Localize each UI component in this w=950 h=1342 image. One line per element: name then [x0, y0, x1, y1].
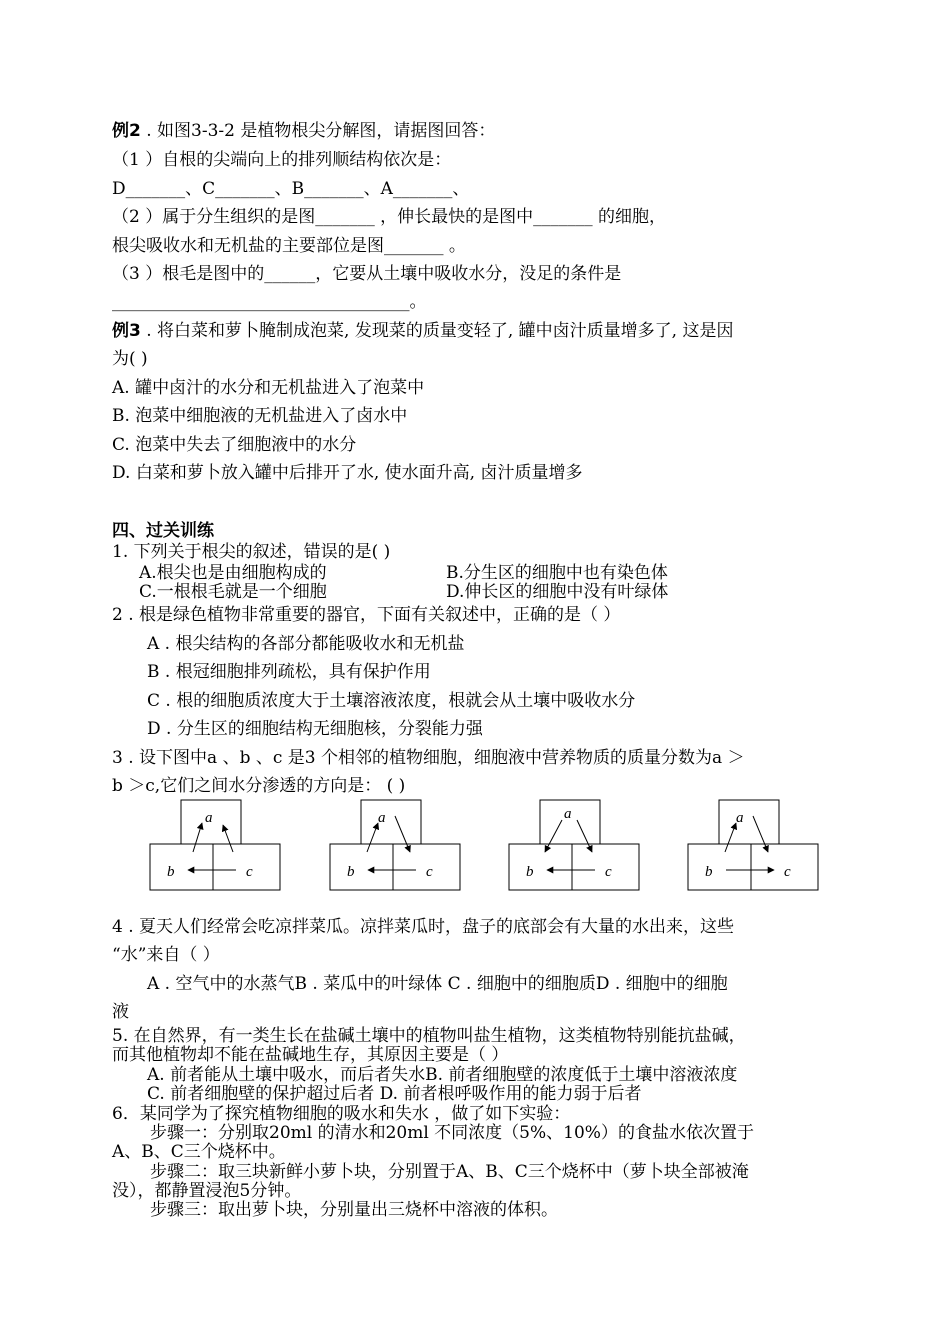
- cell-label-b: b: [526, 864, 534, 880]
- ex3-option-c: C. 泡菜中失去了细胞液中的水分: [112, 435, 357, 455]
- q6-step-3: 步骤三：取出萝卜块，分别量出三烧杯中溶液的体积。: [150, 1200, 558, 1220]
- ex3-option-a: A. 罐中卤汁的水分和无机盐进入了泡菜中: [112, 378, 425, 398]
- ex3-option-b: B. 泡菜中细胞液的无机盐进入了卤水中: [112, 406, 408, 426]
- q2-option-c: C . 根的细胞质浓度大于土壤溶液浓度，根就会从土壤中吸收水分: [147, 691, 636, 711]
- ex2-q1: （1 ）自根的尖端向上的排列顺结构依次是：: [112, 150, 452, 170]
- cell-label-a: a: [564, 806, 572, 822]
- q1-stem: 1. 下列关于根尖的叙述，错误的是( ): [112, 542, 391, 562]
- cell-label-c: c: [784, 864, 791, 880]
- example-3-title: 例3: [112, 321, 141, 341]
- q5-options-ab: A. 前者能从土壤中吸水，而后者失水B. 前者细胞壁的浓度低于土壤中溶液浓度: [147, 1065, 738, 1085]
- section-4-title: 四、过关训练: [112, 521, 214, 541]
- q6-step-2: 步骤二：取三块新鲜小萝卜块，分别置于A、B、C三个烧杯中（萝卜块全部被淹: [150, 1162, 749, 1182]
- q2-stem: 2 . 根是绿色植物非常重要的器官，下面有关叙述中，正确的是（ ）: [112, 605, 621, 625]
- cell-label-a: a: [378, 810, 386, 826]
- q5-options-cd: C. 前者细胞壁的保护超过后者 D. 前者根呼吸作用的能力弱于后者: [147, 1084, 642, 1104]
- cell-diagram-2: [330, 800, 460, 892]
- q6-step-1: 步骤一：分别取20ml 的清水和20ml 不同浓度（5%、10%）的食盐水依次置于: [150, 1123, 754, 1143]
- cell-label-c: c: [426, 864, 433, 880]
- q1-option-d: D.伸长区的细胞中没有叶绿体: [446, 582, 669, 602]
- example-2-title: 例2: [112, 121, 141, 141]
- ex2-q2-line1: （2 ）属于分生组织的是图_______ ，伸长最快的是图中_______ 的细胞，: [112, 207, 667, 227]
- q6-step-1-cont: A、B、C三个烧杯中。: [112, 1142, 286, 1162]
- q1-option-c: C.一根根毛就是一个细胞: [139, 582, 327, 602]
- cell-label-b: b: [347, 864, 355, 880]
- q3-stem-cont: b ＞c,它们之间水分渗透的方向是： ( ): [112, 776, 406, 796]
- q2-option-a: A . 根尖结构的各部分都能吸收水和无机盐: [147, 634, 465, 654]
- ex3-option-d: D. 白菜和萝卜放入罐中后排开了水, 使水面升高, 卤汁质量增多: [112, 463, 583, 483]
- example-3-stem-cont: 为( ): [112, 349, 148, 369]
- q2-option-d: D . 分生区的细胞结构无细胞核，分裂能力强: [147, 719, 483, 739]
- q5-stem-cont: 而其他植物却不能在盐碱地生存，其原因主要是（ ）: [112, 1045, 509, 1065]
- cell-label-b: b: [167, 864, 175, 880]
- q1-option-a: A.根尖也是由细胞构成的: [139, 563, 327, 583]
- q4-options: A . 空气中的水蒸气B . 菜瓜中的叶绿体 C . 细胞中的细胞质D . 细胞中的细胞: [147, 974, 728, 994]
- example-3-stem: . 将白菜和萝卜腌制成泡菜, 发现菜的质量变轻了, 罐中卤汁质量增多了, 这是因: [140, 321, 734, 341]
- q6-step-2-cont: 没），都静置浸泡5分钟。: [112, 1181, 302, 1201]
- cell-diagram-3: [509, 800, 639, 892]
- cell-label-a: a: [205, 810, 213, 826]
- q5-stem: 5. 在自然界，有一类生长在盐碱土壤中的植物叫盐生植物，这类植物特别能抗盐碱，: [112, 1026, 746, 1046]
- q3-stem: 3 . 设下图中a 、b 、c 是3 个相邻的植物细胞，细胞液中营养物质的质量分数为a ＞: [112, 748, 745, 768]
- cell-label-c: c: [246, 864, 253, 880]
- q4-stem: 4 . 夏天人们经常会吃凉拌菜瓜。凉拌菜瓜时，盘子的底部会有大量的水出来，这些: [112, 917, 735, 937]
- q6-stem: 6．某同学为了探究植物细胞的吸水和失水 ，做了如下实验：: [112, 1104, 571, 1124]
- example-3-heading: [112, 320, 733, 342]
- example-2-heading: [112, 120, 495, 142]
- q4-options-cont: 液: [112, 1002, 129, 1022]
- ex2-q1-blanks: D_______、C_______、B_______、A_______、: [112, 179, 470, 199]
- cell-diagram-1: [150, 800, 280, 892]
- q4-stem-cont: “水”来自（ ）: [112, 945, 220, 965]
- ex2-q3-line1: （3 ）根毛是图中的______，它要从土壤中吸收水分，没足的条件是: [112, 264, 622, 284]
- q1-option-b: B.分生区的细胞中也有染色体: [446, 563, 668, 583]
- cell-diagram-4: [688, 800, 818, 892]
- cell-label-b: b: [705, 864, 713, 880]
- cell-label-a: a: [736, 810, 744, 826]
- q2-option-b: B . 根冠细胞排列疏松，具有保护作用: [147, 662, 431, 682]
- example-2-stem: . 如图3-3-2 是植物根尖分解图，请据图回答：: [140, 121, 496, 141]
- ex2-q3-line2: ___________________________________。: [112, 292, 427, 312]
- cell-label-c: c: [605, 864, 612, 880]
- ex2-q2-line2: 根尖吸收水和无机盐的主要部位是图_______ 。: [112, 236, 466, 256]
